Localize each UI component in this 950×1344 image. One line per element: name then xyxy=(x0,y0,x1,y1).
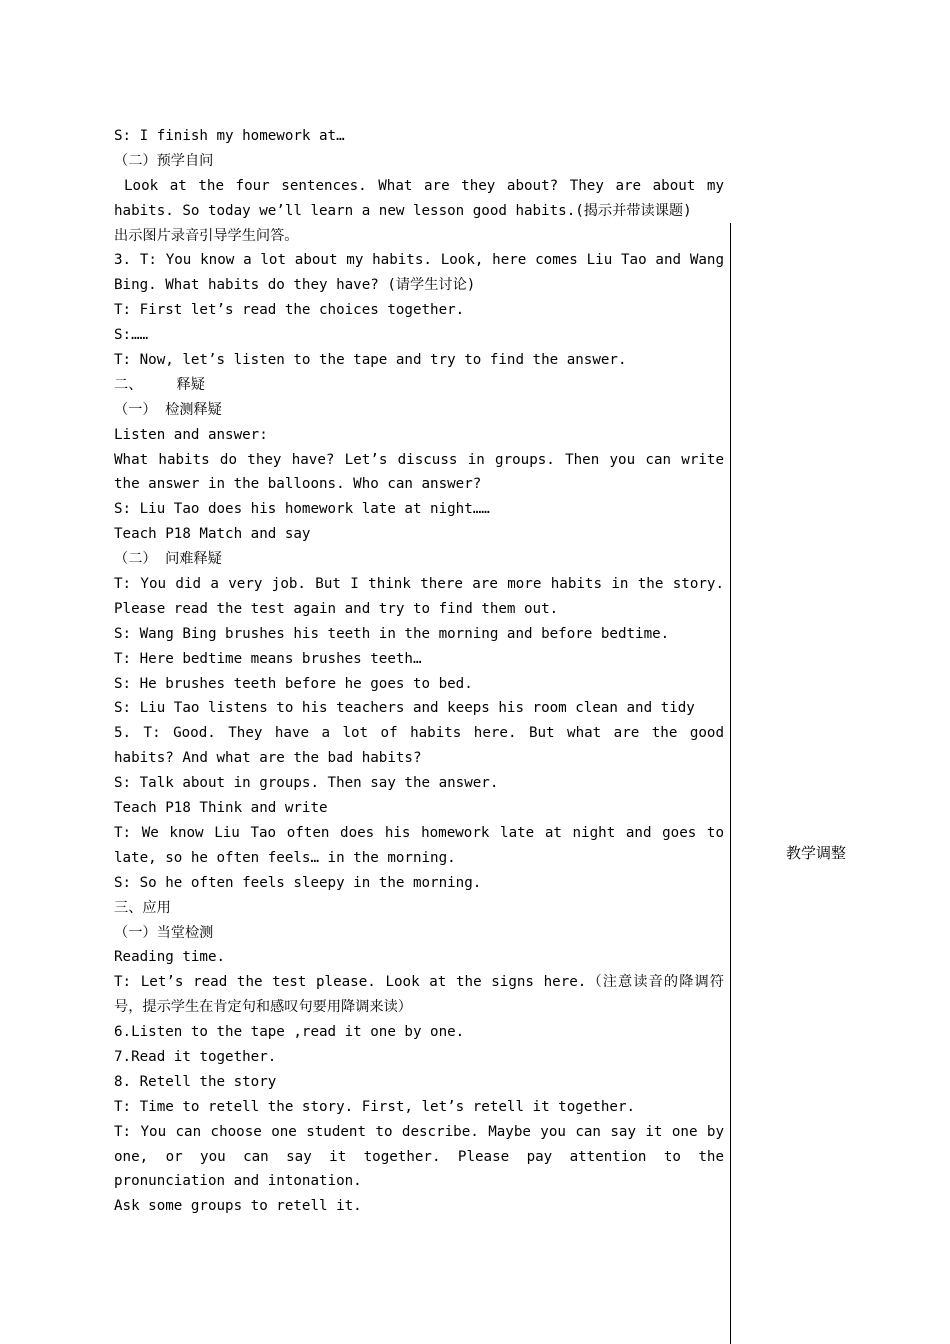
text-line: Listen and answer: xyxy=(114,426,268,443)
text-line: S: He brushes teeth before he goes to bed. xyxy=(114,675,473,692)
section-heading: （二） 问难释疑 xyxy=(114,551,222,568)
text-line: the answer in the balloons. Who can answer? xyxy=(114,476,482,493)
text-line: T: You can choose one student to describe. Maybe you can say it one by xyxy=(114,1123,724,1140)
text-line: habits? And what are the bad habits? xyxy=(114,750,422,767)
text-line: S: Talk about in groups. Then say the answer. xyxy=(114,775,499,792)
text-line: What habits do they have? Let’s discuss in groups. Then you can write xyxy=(114,451,724,468)
section-heading: 三、应用 xyxy=(114,899,171,916)
text-line: pronunciation and intonation. xyxy=(114,1173,362,1190)
text-line: Teach P18 Match and say xyxy=(114,526,311,543)
text-line: T: You did a very job. But I think there are more habits in the story. xyxy=(114,576,724,593)
text-line: T: First let’s read the choices together. xyxy=(114,302,465,319)
text-line: T: Let’s read the test please. Look at the signs here.（注意读音的降调符 xyxy=(114,974,724,991)
teaching-adjustment-label: 教学调整 xyxy=(786,844,847,862)
text-line: S: Liu Tao listens to his teachers and keeps his room clean and tidy xyxy=(114,700,695,717)
text-line: 6.Listen to the tape ,read it one by one. xyxy=(114,1024,465,1041)
text-line: T: Time to retell the story. First, let’s retell it together. xyxy=(114,1098,636,1115)
text-line: T: We know Liu Tao often does his homework late at night and goes to xyxy=(114,824,724,841)
text-line: 号，提示学生在肯定句和感叹句要用降调来读） xyxy=(114,999,412,1016)
text-line: S: So he often feels sleepy in the morning. xyxy=(114,874,482,891)
text-line: S: Wang Bing brushes his teeth in the morning and before bedtime. xyxy=(114,625,670,642)
section-heading: （一） 检测释疑 xyxy=(114,401,222,418)
text-line: S: Liu Tao does his homework late at night…… xyxy=(114,501,490,518)
section-heading: 二、 释疑 xyxy=(114,376,205,393)
text-line: one, or you can say it together. Please pay attention to the xyxy=(114,1148,724,1165)
column-divider xyxy=(730,223,731,1344)
text-line: T: Now, let’s listen to the tape and try to find the answer. xyxy=(114,352,627,369)
text-line: 7.Read it together. xyxy=(114,1048,277,1065)
text-line: 5. T: Good. They have a lot of habits here. But what are the good xyxy=(114,725,724,742)
text-line: Teach P18 Think and write xyxy=(114,800,328,817)
text-line: S: I finish my homework at… xyxy=(114,128,345,144)
text-line: Ask some groups to retell it. xyxy=(114,1198,362,1215)
text-line: S:…… xyxy=(114,327,149,344)
lesson-plan-text xyxy=(114,124,724,1219)
section-heading: （一）当堂检测 xyxy=(114,924,214,941)
text-line: 出示图片录音引导学生问答。 xyxy=(114,227,299,244)
text-line: habits. So today we’ll learn a new lesson good habits.(揭示并带读课题) xyxy=(114,202,692,219)
text-line: Reading time. xyxy=(114,949,226,966)
text-line: late, so he often feels… in the morning. xyxy=(114,849,456,866)
text-line: Bing. What habits do they have? (请学生讨论) xyxy=(114,277,476,294)
text-line: 8. Retell the story xyxy=(114,1073,277,1090)
text-line: 3. T: You know a lot about my habits. Look, here comes Liu Tao and Wang xyxy=(114,252,724,269)
text-line: Please read the test again and try to find them out. xyxy=(114,600,559,617)
text-line: Look at the four sentences. What are they about? They are about my xyxy=(124,177,724,194)
text-line: T: Here bedtime means brushes teeth… xyxy=(114,650,422,667)
section-heading: （二）预学自问 xyxy=(114,152,214,169)
